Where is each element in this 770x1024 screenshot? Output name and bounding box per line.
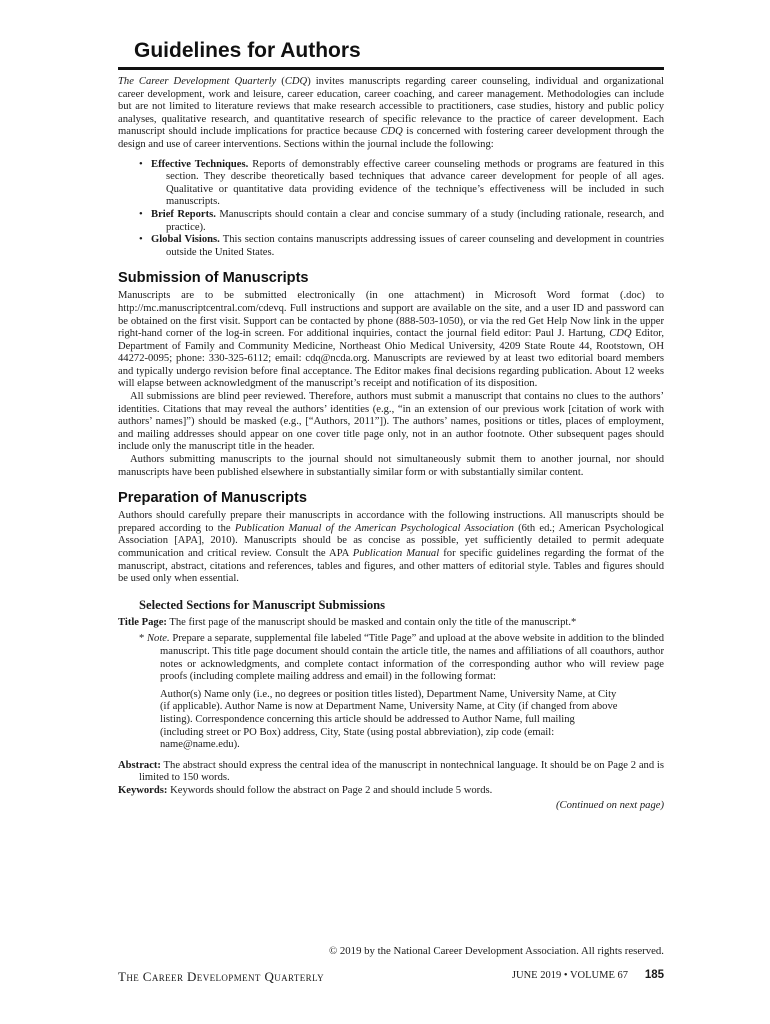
- document-page: [118, 0, 664, 812]
- submission-paragraph-3: Authors submitting manuscripts to the journal should not simultaneously submit them to another journal, nor should manuscripts have been published elsewhere in substantially similar form or with substantially similar content.: [118, 454, 664, 478]
- preparation-text-1a: Authors should carefully prepare their manuscripts in accordance with the following instructions. All manuscripts should be prepared according to the: [118, 510, 664, 534]
- title-rule: [118, 67, 664, 70]
- list-item-term: Global Visions.: [151, 234, 220, 246]
- footer-issue: JUNE 2019 • VOLUME 67: [511, 970, 628, 981]
- preparation-text-1b: (6th ed.; American Psychological Association [APA], 2010). Manuscripts should be as concise as possible, yet sufficiently detailed to permit adequate communication and critical review. Consult the APA: [118, 522, 664, 559]
- submission-paragraph-1: [118, 290, 664, 391]
- intro-text-2: is concerned with fostering career development through the design and use of career interventions. Sections within the journal include the following:: [118, 126, 664, 150]
- journal-abbr-3: CDQ: [609, 328, 632, 340]
- submission-text-1a: Manuscripts are to be submitted electronically (in one attachment) in Microsoft Word format (.doc) to http://mc.manuscriptcentral.com/cdevq. Full instructions and support are available on the site, and a user ID and password can be obtained on the first visit. Support can be contacted by phone (888-503-1050), or via the red Get Help Now link in the upper right-hand corner of the log-in screen. For additional inquiries, contact the journal field editor: Paul J. Hartung,: [118, 290, 664, 340]
- intro-paragraph: The Career Development Quarterly (CDQ) invites manuscripts regarding career counseling, individual and organizational career development, work and leisure, career education, career coaching, and career management. Methodologies can include but are not limited to literature reviews that make research accessible to practitioners, case studies, history and public policy analyses, qualitative research, and quantitative research of specific relevance to the practice of career development. Each manuscript should include implications for practice because CDQ is concerned with fostering career development through the design and use of career interventions. Sections within the journal include the following:: [118, 76, 664, 150]
- title-page-label: Title Page:: [118, 616, 167, 628]
- note-label: Note.: [146, 633, 170, 645]
- preparation-paragraph: [118, 510, 664, 586]
- preparation-heading: Preparation of Manuscripts: [118, 490, 307, 507]
- title-page-text: The first page of the manuscript should be masked and contain only the title of the manuscript.*: [166, 616, 577, 628]
- title-page-note: [139, 633, 664, 683]
- publication-manual-title: Publication Manual of the American Psychological Association: [234, 522, 514, 534]
- list-item-text: Manuscripts should contain a clear and concise summary of a study (including rationale, research, and practice).: [166, 208, 664, 233]
- journal-sections-list: [128, 159, 664, 260]
- abstract-label: Abstract:: [118, 759, 161, 771]
- bullet: •: [139, 158, 143, 170]
- keywords-text: Keywords should follow the abstract on Page 2 and should include 5 words.: [167, 784, 493, 796]
- title-page-item: [118, 617, 664, 630]
- list-item-text: Reports of demonstrably effective career counseling methods or programs are featured in this section. They describe theoretically based techniques that advance career development for people of all ages. Qualitative or quantitative data providing evidence of the technique’s effectiveness will be included in such manuscripts.: [166, 158, 664, 208]
- list-item-text: This section contains manuscripts addressing issues of career counseling and development in countries outside the United States.: [166, 234, 665, 258]
- submission-heading: Submission of Manuscripts: [118, 270, 309, 287]
- publication-manual-short: Publication Manual: [352, 548, 440, 559]
- list-item-term: Effective Techniques.: [151, 158, 249, 170]
- preparation-text-1c: for specific guidelines regarding the format of the manuscript, abstract, citations and references, tables and figures, and other matters of editorial style. Tables and figures should be used only when essential.: [118, 548, 664, 585]
- abstract-text: The abstract should express the central idea of the manuscript in nontechnical language. It should be on Page 2 and is limited to 150 words.: [139, 759, 664, 784]
- intro-text-1: invites manuscripts regarding career counseling, individual and organizational career development, work and leisure, career education, career coaching, and career management. Methodologies can include but are not limited to literature reviews that make research accessible to practitioners, case studies, history and public policy analyses, qualitative research, and quantitative research of specific relevance to the practice of career development. Each manuscript should include implications for practice because: [118, 76, 664, 138]
- list-item-term: Brief Reports.: [151, 208, 216, 220]
- submission-paragraph-2: All submissions are blind peer reviewed. Therefore, authors must submit a manuscript that contains no clues to the authors’ identities. Citations that may reveal the authors’ identities (e.g., “in an extension of our previous work [citation of work with authors’ names]”) should be masked (e.g., [“Authors, 2011”]). The authors’ names, positions or titles, places of employment, and mailing addresses should appear on one cover title page only, not in an author footnote. Other subsequent pages should include only the manuscript title in the header.: [118, 391, 664, 453]
- address-format-block: Author(s) Name only (i.e., no degrees or position titles listed), Department Name, University Name, at City (if applicable). Author Name is now at Department Name, University Name, at City (if changed from above listing). Correspondence concerning this article should be addressed to Author Name, full mailing (including street or PO Box) address, City, State (using postal abbreviation), zip code (email: name@name.edu).: [160, 688, 618, 751]
- page-title: Guidelines for Authors: [134, 39, 361, 62]
- page-number: 185: [644, 969, 664, 981]
- abstract-item: [118, 760, 664, 785]
- bullet: •: [139, 208, 143, 220]
- note-text: Prepare a separate, supplemental file labeled “Title Page” and upload at the above website in addition to the blinded manuscript. This title page document should contain the article title, the names and affiliations of all coauthors, author notes or acknowledgments, and complete contact information of the corresponding author who will review page proofs (including complete mailing address and email) in the following format:: [160, 633, 665, 683]
- keywords-item: [118, 785, 664, 798]
- journal-abbr: CDQ: [284, 76, 308, 87]
- selected-sections-heading: Selected Sections for Manuscript Submissions: [139, 597, 386, 612]
- footer-journal-name: The Career Development Quarterly: [118, 969, 324, 984]
- list-item: [128, 159, 664, 209]
- list-item: [128, 209, 664, 234]
- copyright-notice: © 2019 by the National Career Development Association. All rights reserved.: [328, 945, 664, 957]
- keywords-label: Keywords:: [118, 784, 168, 796]
- journal-name: The Career Development Quarterly: [118, 76, 277, 87]
- journal-abbr-2: CDQ: [380, 126, 403, 138]
- bullet: •: [139, 234, 143, 246]
- list-item: [128, 234, 664, 259]
- submission-text-1b: Editor, Department of Family and Community Medicine, Northeast Ohio Medical University, 4209 State Route 44, Rootstown, OH 44272-0095; phone: 330-325-6112; email: cdq@ncda.org. Manuscripts are reviewed by at least two editorial board members and typically undergo revision before final acceptance. The Editor makes final decisions regarding publication. About 12 weeks will elapse between acknowledgment of the manuscript’s receipt and notification of its disposition.: [118, 328, 664, 390]
- note-star: *: [139, 633, 147, 645]
- continued-note: (Continued on next page): [556, 799, 664, 811]
